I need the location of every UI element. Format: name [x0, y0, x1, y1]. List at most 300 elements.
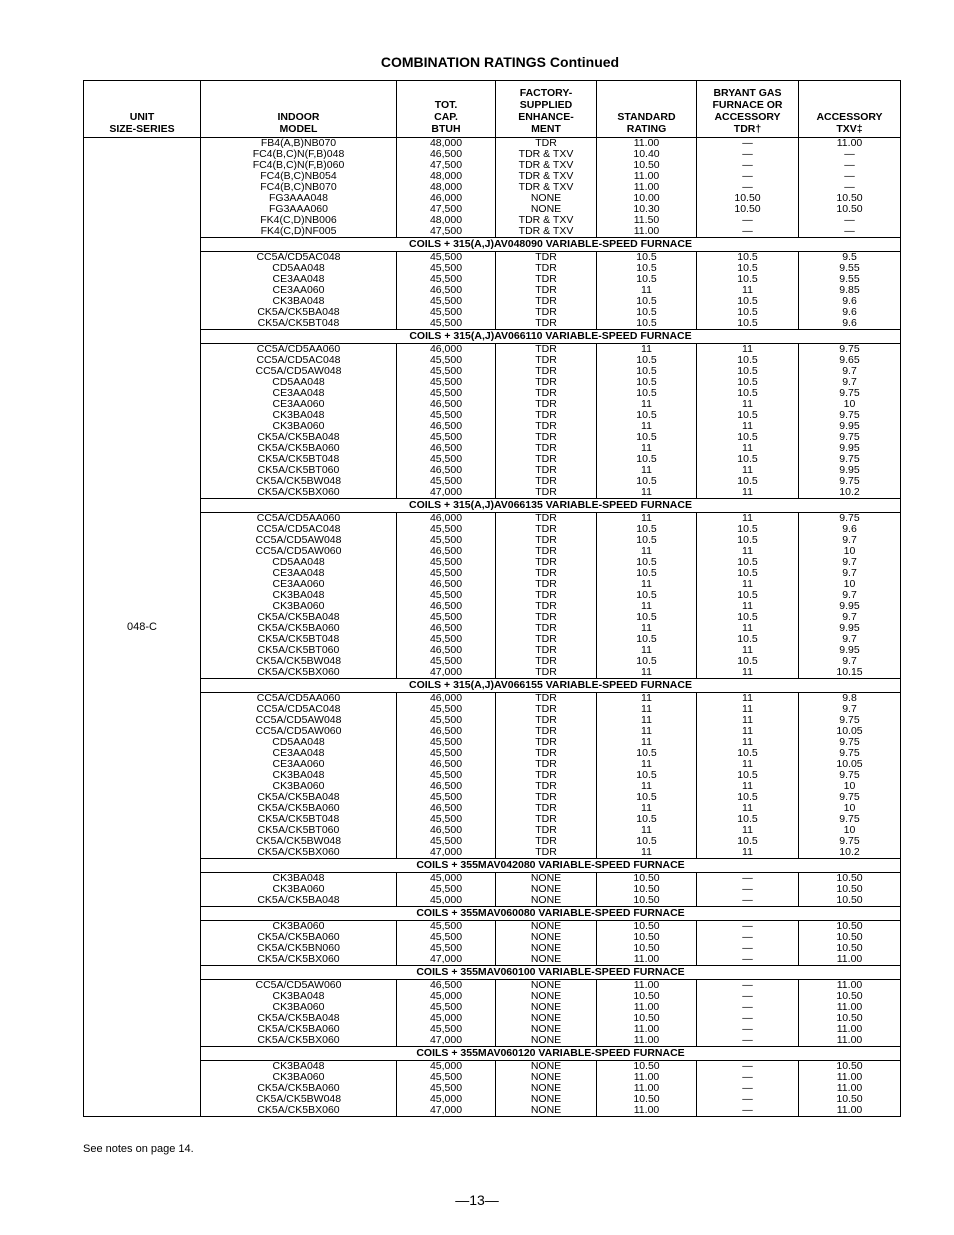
total-capacity-value: 45,500	[429, 714, 463, 726]
indoor-model-value: CK5A/CK5BT048	[257, 317, 340, 329]
txv-value: 10.05	[836, 758, 863, 770]
txv-value: 10	[843, 824, 856, 836]
tdr-cell	[697, 344, 799, 499]
txv-value: 9.6	[842, 306, 857, 318]
txv-value: 10	[843, 398, 856, 410]
enhancement-value: TDR	[535, 251, 557, 263]
enhancement-value: TDR & TXV	[518, 225, 574, 237]
group-heading-row	[84, 330, 901, 344]
standard-rating-value: 10.5	[636, 262, 657, 274]
indoor-model-value: CC5A/CD5AW048	[255, 365, 342, 377]
indoor-model-cell	[201, 921, 397, 966]
indoor-model-value: CK5A/CK5BA048	[257, 894, 340, 906]
indoor-model-value: CE3AA048	[272, 273, 325, 285]
standard-rating-value: 11	[641, 714, 652, 726]
standard-rating-value: 10.5	[636, 534, 657, 546]
tdr-cell	[697, 873, 799, 907]
indoor-model-value: CD5AA048	[272, 376, 325, 388]
group-heading-row	[84, 966, 901, 980]
header-standard-rating: STANDARD RATING	[597, 81, 697, 138]
indoor-model-value: CC5A/CD5AW048	[255, 534, 342, 546]
total-capacity-value: 45,500	[429, 534, 463, 546]
indoor-model-value: FC4(B,C)N(F,B)060	[252, 159, 345, 171]
standard-rating-value: 10.5	[636, 589, 657, 601]
standard-rating-cell	[597, 693, 697, 859]
standard-rating-value: 10.5	[636, 295, 657, 307]
indoor-model-value: CK3BA060	[272, 780, 325, 792]
indoor-model-value: CK5A/CK5BA060	[257, 622, 340, 634]
indoor-model-value: CK5A/CK5BT060	[257, 644, 340, 656]
indoor-model-cell	[201, 693, 397, 859]
tdr-value: 11	[742, 725, 753, 737]
standard-rating-value: 10.5	[636, 523, 657, 535]
enhancement-value: TDR & TXV	[518, 170, 574, 182]
enhancement-value: TDR	[535, 295, 557, 307]
total-capacity-value: 47,000	[429, 666, 463, 678]
enhancement-value: TDR	[535, 343, 557, 355]
indoor-model-value: CK3BA048	[272, 589, 325, 601]
indoor-model-value: CC5A/CD5AC048	[256, 354, 341, 366]
indoor-model-cell	[201, 513, 397, 679]
txv-value: 9.85	[839, 284, 860, 296]
tdr-value: 11	[742, 780, 753, 792]
enhancement-value: NONE	[530, 1034, 562, 1046]
txv-value: 9.7	[842, 556, 857, 568]
total-capacity-value: 45,500	[429, 376, 463, 388]
header-tdr: BRYANT GAS FURNACE OR ACCESSORY TDR†	[697, 81, 799, 138]
group-heading-row	[84, 238, 901, 252]
table-row	[84, 252, 901, 330]
standard-rating-value: 10.50	[633, 1012, 660, 1024]
txv-value: 9.7	[842, 376, 857, 388]
enhancement-value: TDR	[535, 736, 557, 748]
standard-rating-value: 11	[641, 600, 652, 612]
tdr-value: —	[742, 1060, 753, 1072]
standard-rating-value: 10.5	[636, 791, 657, 803]
enhancement-value: NONE	[530, 931, 562, 943]
indoor-model-value: CE3AA060	[272, 758, 325, 770]
standard-rating-value: 11	[641, 692, 652, 704]
standard-rating-value: 10.5	[636, 655, 657, 667]
total-capacity-value: 45,500	[429, 317, 463, 329]
group-heading: COILS + 355MAV060100 VARIABLE-SPEED FURNACE	[201, 966, 901, 980]
txv-value: —	[844, 148, 855, 160]
txv-value: 9.7	[842, 655, 857, 667]
enhancement-value: TDR	[535, 453, 557, 465]
enhancement-value: TDR	[535, 431, 557, 443]
standard-rating-value: 10.5	[636, 813, 657, 825]
total-capacity-cell	[397, 873, 496, 907]
tdr-value: —	[742, 931, 753, 943]
total-capacity-cell	[397, 693, 496, 859]
tdr-value: 11	[742, 442, 753, 454]
enhancement-value: TDR	[535, 600, 557, 612]
standard-rating-value: 11	[641, 545, 652, 557]
standard-rating-value: 10.50	[633, 1093, 660, 1105]
indoor-model-value: CK5A/CK5BA048	[257, 1012, 340, 1024]
header-enhancement: FACTORY- SUPPLIED ENHANCE- MENT	[496, 81, 597, 138]
total-capacity-value: 46,500	[429, 725, 463, 737]
enhancement-value: NONE	[530, 192, 562, 204]
enhancement-value: TDR	[535, 354, 557, 366]
total-capacity-value: 45,500	[429, 475, 463, 487]
total-capacity-value: 45,500	[429, 431, 463, 443]
total-capacity-value: 45,500	[429, 295, 463, 307]
txv-value: 10.50	[836, 990, 863, 1002]
indoor-model-value: CK5A/CK5BX060	[257, 1034, 340, 1046]
total-capacity-value: 45,500	[429, 931, 463, 943]
tdr-value: 10.5	[737, 556, 758, 568]
enhancement-value: TDR	[535, 758, 557, 770]
header-txv: ACCESSORY TXV‡	[799, 81, 901, 138]
tdr-value: —	[742, 225, 753, 237]
tdr-value: —	[742, 214, 753, 226]
enhancement-value: NONE	[530, 1023, 562, 1035]
total-capacity-value: 45,500	[429, 1082, 463, 1094]
enhancement-value: TDR & TXV	[518, 159, 574, 171]
total-capacity-value: 45,500	[429, 453, 463, 465]
enhancement-value: TDR	[535, 387, 557, 399]
total-capacity-value: 45,500	[429, 835, 463, 847]
indoor-model-value: CC5A/CD5AW060	[255, 545, 342, 557]
tdr-cell	[697, 1061, 799, 1117]
enhancement-cell	[496, 693, 597, 859]
tdr-value: 10.50	[734, 192, 761, 204]
txv-value: 9.7	[842, 703, 857, 715]
enhancement-value: NONE	[530, 920, 562, 932]
tdr-value: 11	[742, 284, 753, 296]
tdr-value: 10.5	[737, 791, 758, 803]
indoor-model-value: CK3BA048	[272, 409, 325, 421]
table-body	[84, 138, 901, 1117]
total-capacity-value: 45,500	[429, 747, 463, 759]
footnote: See notes on page 14.	[83, 1143, 194, 1155]
enhancement-cell	[496, 873, 597, 907]
enhancement-value: TDR	[535, 545, 557, 557]
enhancement-value: NONE	[530, 883, 562, 895]
enhancement-value: NONE	[530, 1082, 562, 1094]
enhancement-value: NONE	[530, 990, 562, 1002]
table-row	[84, 980, 901, 1047]
tdr-value: 10.5	[737, 655, 758, 667]
standard-rating-value: 11.00	[633, 1071, 660, 1083]
total-capacity-value: 46,500	[429, 442, 463, 454]
indoor-model-value: CK5A/CK5BA060	[257, 442, 340, 454]
txv-value: 9.75	[839, 769, 860, 781]
enhancement-value: TDR	[535, 486, 557, 498]
table-row	[84, 693, 901, 859]
enhancement-value: TDR & TXV	[518, 181, 574, 193]
total-capacity-value: 47,000	[429, 1034, 463, 1046]
standard-rating-value: 11.00	[633, 170, 660, 182]
combination-ratings-table	[83, 80, 901, 1117]
indoor-model-cell	[201, 980, 397, 1047]
enhancement-value: TDR	[535, 420, 557, 432]
indoor-model-value: CK3BA048	[272, 872, 325, 884]
txv-value: 9.75	[839, 475, 860, 487]
tdr-value: 11	[742, 512, 753, 524]
txv-value: 10.05	[836, 725, 863, 737]
total-capacity-cell	[397, 138, 496, 238]
indoor-model-value: CK5A/CK5BW048	[255, 475, 342, 487]
total-capacity-value: 46,500	[429, 420, 463, 432]
enhancement-value: TDR	[535, 725, 557, 737]
txv-value: 10	[843, 780, 856, 792]
total-capacity-value: 46,500	[429, 979, 463, 991]
txv-value: 9.6	[842, 317, 857, 329]
tdr-value: 11	[742, 420, 753, 432]
txv-cell	[799, 980, 901, 1047]
enhancement-cell	[496, 921, 597, 966]
standard-rating-value: 11	[641, 644, 652, 656]
standard-rating-value: 11	[641, 464, 652, 476]
txv-value: 9.75	[839, 714, 860, 726]
standard-rating-value: 11.00	[633, 1104, 660, 1116]
standard-rating-value: 10.5	[636, 769, 657, 781]
total-capacity-value: 45,500	[429, 703, 463, 715]
standard-rating-value: 10.5	[636, 354, 657, 366]
txv-value: 11.00	[836, 1001, 863, 1013]
total-capacity-value: 48,000	[429, 181, 463, 193]
tdr-value: 10.5	[737, 813, 758, 825]
total-capacity-value: 45,500	[429, 813, 463, 825]
tdr-value: 11	[742, 824, 753, 836]
indoor-model-value: CC5A/CD5AA060	[256, 512, 341, 524]
total-capacity-cell	[397, 252, 496, 330]
tdr-value: 11	[742, 736, 753, 748]
indoor-model-value: CE3AA060	[272, 284, 325, 296]
indoor-model-value: CK3BA060	[272, 1071, 325, 1083]
tdr-cell	[697, 513, 799, 679]
indoor-model-value: FC4(B,C)NB054	[260, 170, 337, 182]
tdr-value: 10.5	[737, 273, 758, 285]
indoor-model-cell	[201, 138, 397, 238]
total-capacity-value: 46,500	[429, 545, 463, 557]
standard-rating-value: 11	[641, 622, 652, 634]
tdr-value: —	[742, 1012, 753, 1024]
tdr-value: 11	[742, 578, 753, 590]
txv-value: 11.00	[836, 1104, 863, 1116]
indoor-model-value: CK5A/CK5BA048	[257, 791, 340, 803]
total-capacity-value: 46,500	[429, 578, 463, 590]
tdr-value: 11	[742, 464, 753, 476]
txv-value: 10.50	[836, 894, 863, 906]
total-capacity-value: 45,500	[429, 262, 463, 274]
standard-rating-value: 11	[641, 703, 652, 715]
standard-rating-cell	[597, 252, 697, 330]
enhancement-value: TDR	[535, 523, 557, 535]
enhancement-value: NONE	[530, 1093, 562, 1105]
txv-value: 9.75	[839, 431, 860, 443]
standard-rating-value: 10.30	[633, 203, 660, 215]
standard-rating-cell	[597, 513, 697, 679]
standard-rating-value: 11	[641, 846, 652, 858]
indoor-model-value: CK5A/CK5BT060	[257, 824, 340, 836]
txv-cell	[799, 252, 901, 330]
page-title: COMBINATION RATINGS Continued	[380, 54, 620, 70]
total-capacity-value: 46,500	[429, 600, 463, 612]
standard-rating-value: 11	[641, 420, 652, 432]
txv-value: 9.7	[842, 589, 857, 601]
txv-value: 10.50	[836, 1093, 863, 1105]
tdr-value: 10.5	[737, 306, 758, 318]
standard-rating-value: 11	[641, 486, 652, 498]
tdr-value: 10.5	[737, 431, 758, 443]
header-unit-size: UNIT SIZE-SERIES	[84, 81, 201, 138]
total-capacity-value: 45,500	[429, 736, 463, 748]
total-capacity-cell	[397, 980, 496, 1047]
enhancement-value: NONE	[530, 1104, 562, 1116]
indoor-model-value: CK5A/CK5BT048	[257, 813, 340, 825]
group-heading-row	[84, 679, 901, 693]
txv-value: 9.6	[842, 295, 857, 307]
standard-rating-value: 11	[641, 512, 652, 524]
indoor-model-value: CK5A/CK5BA048	[257, 306, 340, 318]
txv-value: 9.75	[839, 747, 860, 759]
enhancement-cell	[496, 1061, 597, 1117]
enhancement-value: TDR	[535, 655, 557, 667]
total-capacity-value: 45,500	[429, 791, 463, 803]
enhancement-value: NONE	[530, 872, 562, 884]
standard-rating-value: 10.5	[636, 273, 657, 285]
txv-value: 10	[843, 545, 856, 557]
enhancement-value: TDR	[535, 464, 557, 476]
txv-value: 9.7	[842, 611, 857, 623]
standard-rating-value: 10.50	[633, 883, 660, 895]
indoor-model-value: CC5A/CD5AC048	[256, 703, 341, 715]
tdr-value: —	[742, 137, 753, 149]
enhancement-value: TDR	[535, 556, 557, 568]
txv-value: 9.65	[839, 354, 860, 366]
enhancement-value: TDR	[535, 791, 557, 803]
tdr-value: 10.5	[737, 262, 758, 274]
standard-rating-value: 11	[641, 284, 652, 296]
standard-rating-value: 11	[641, 802, 652, 814]
total-capacity-value: 45,500	[429, 387, 463, 399]
indoor-model-value: CK5A/CK5BT048	[257, 633, 340, 645]
enhancement-value: TDR	[535, 666, 557, 678]
txv-value: 10.50	[836, 920, 863, 932]
enhancement-value: TDR	[535, 306, 557, 318]
indoor-model-value: CK3BA060	[272, 1001, 325, 1013]
enhancement-value: TDR	[535, 284, 557, 296]
enhancement-value: TDR	[535, 442, 557, 454]
standard-rating-value: 10.50	[633, 931, 660, 943]
indoor-model-value: CE3AA048	[272, 387, 325, 399]
enhancement-value: TDR	[535, 714, 557, 726]
enhancement-value: TDR	[535, 137, 557, 149]
enhancement-value: TDR	[535, 644, 557, 656]
txv-value: 9.7	[842, 534, 857, 546]
standard-rating-value: 10.50	[633, 920, 660, 932]
total-capacity-value: 46,000	[429, 512, 463, 524]
total-capacity-value: 48,000	[429, 214, 463, 226]
standard-rating-value: 10.50	[633, 159, 660, 171]
txv-value: 10.50	[836, 1060, 863, 1072]
total-capacity-cell	[397, 513, 496, 679]
txv-cell	[799, 1061, 901, 1117]
txv-value: 9.75	[839, 512, 860, 524]
txv-value: 9.55	[839, 262, 860, 274]
indoor-model-value: CE3AA048	[272, 747, 325, 759]
indoor-model-value: CK5A/CK5BW048	[255, 655, 342, 667]
tdr-value: 11	[742, 622, 753, 634]
tdr-value: —	[742, 1093, 753, 1105]
txv-cell	[799, 873, 901, 907]
txv-value: 10.50	[836, 872, 863, 884]
indoor-model-value: CK5A/CK5BA060	[257, 931, 340, 943]
total-capacity-value: 45,500	[429, 567, 463, 579]
tdr-value: 11	[742, 802, 753, 814]
txv-value: 9.75	[839, 409, 860, 421]
tdr-value: 10.5	[737, 387, 758, 399]
total-capacity-value: 45,500	[429, 251, 463, 263]
tdr-value: —	[742, 953, 753, 965]
enhancement-cell	[496, 513, 597, 679]
indoor-model-value: CK5A/CK5BX060	[257, 953, 340, 965]
standard-rating-value: 10.5	[636, 567, 657, 579]
txv-value: 9.75	[839, 387, 860, 399]
tdr-value: 10.5	[737, 475, 758, 487]
txv-value: —	[844, 181, 855, 193]
enhancement-value: NONE	[530, 1001, 562, 1013]
page-number: —13—	[455, 1192, 499, 1208]
indoor-model-value: CK5A/CK5BT048	[257, 453, 340, 465]
tdr-value: —	[742, 170, 753, 182]
total-capacity-value: 45,500	[429, 769, 463, 781]
indoor-model-value: CC5A/CD5AW048	[255, 714, 342, 726]
indoor-model-value: CC5A/CD5AW060	[255, 979, 342, 991]
group-heading: COILS + 315(A,J)AV066155 VARIABLE-SPEED FURNACE	[201, 679, 901, 693]
total-capacity-value: 45,500	[429, 306, 463, 318]
txv-value: 11.00	[836, 1082, 863, 1094]
txv-value: 9.95	[839, 420, 860, 432]
total-capacity-value: 45,000	[429, 1060, 463, 1072]
tdr-value: —	[742, 883, 753, 895]
indoor-model-cell	[201, 873, 397, 907]
total-capacity-value: 45,000	[429, 894, 463, 906]
tdr-value: —	[742, 1071, 753, 1083]
total-capacity-value: 46,500	[429, 464, 463, 476]
txv-value: 9.95	[839, 464, 860, 476]
tdr-value: 11	[742, 703, 753, 715]
indoor-model-value: CK3BA048	[272, 295, 325, 307]
standard-rating-cell	[597, 1061, 697, 1117]
indoor-model-value: CK5A/CK5BX060	[257, 1104, 340, 1116]
indoor-model-value: CK3BA060	[272, 920, 325, 932]
standard-rating-value: 11.00	[633, 181, 660, 193]
total-capacity-value: 45,500	[429, 655, 463, 667]
tdr-value: —	[742, 1104, 753, 1116]
group-heading: COILS + 355MAV042080 VARIABLE-SPEED FURNACE	[201, 859, 901, 873]
txv-value: 10.2	[839, 846, 860, 858]
total-capacity-cell	[397, 344, 496, 499]
standard-rating-value: 11	[641, 824, 652, 836]
tdr-value: 11	[742, 666, 753, 678]
indoor-model-value: CK5A/CK5BN060	[257, 942, 340, 954]
tdr-value: 10.5	[737, 589, 758, 601]
standard-rating-cell	[597, 873, 697, 907]
indoor-model-value: CK5A/CK5BA060	[257, 802, 340, 814]
tdr-value: —	[742, 979, 753, 991]
standard-rating-value: 10.5	[636, 251, 657, 263]
tdr-value: 11	[742, 545, 753, 557]
tdr-value: —	[742, 148, 753, 160]
tdr-cell	[697, 921, 799, 966]
total-capacity-value: 48,000	[429, 170, 463, 182]
enhancement-value: TDR	[535, 835, 557, 847]
tdr-value: 10.50	[734, 203, 761, 215]
